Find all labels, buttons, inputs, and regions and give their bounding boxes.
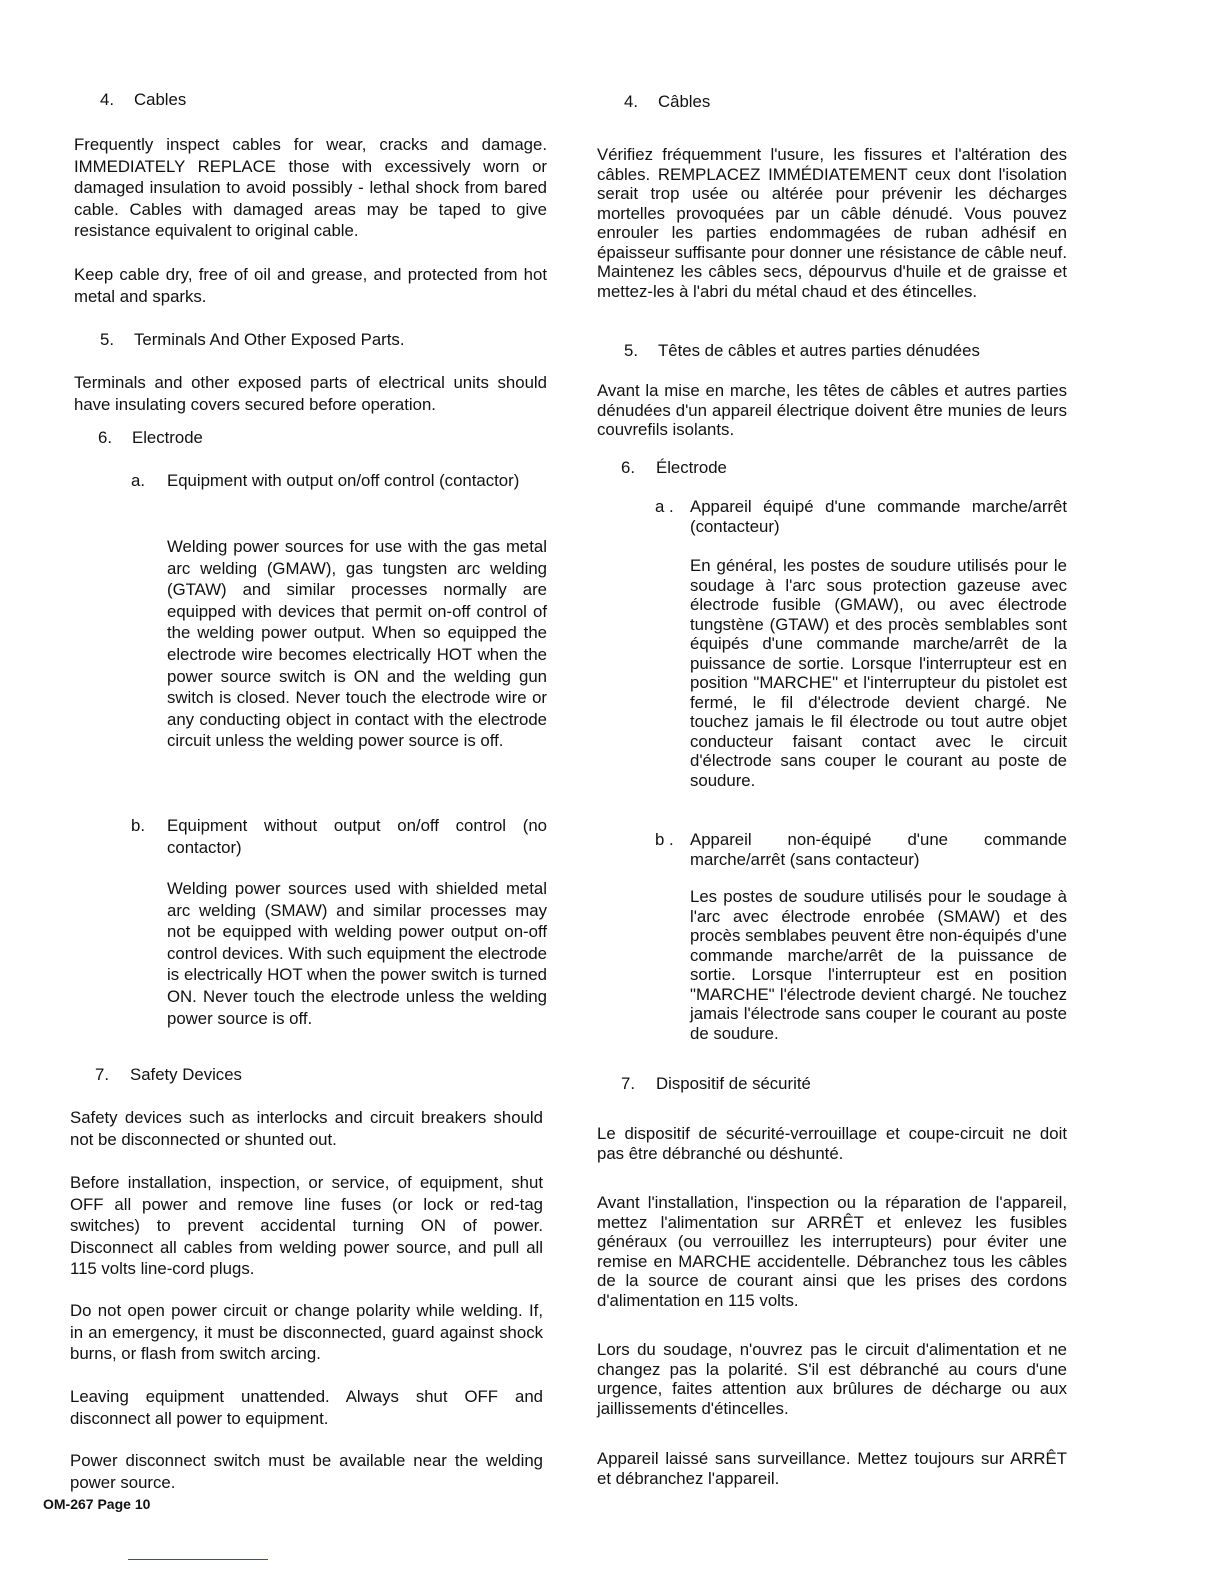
item-a-heading-fr: a . Appareil équipé d'une commande marche/arrêt (contacteur)	[655, 497, 1067, 536]
section-4-heading-fr: 4. Câbles	[624, 92, 711, 111]
section-6-heading-fr: 6. Électrode	[621, 458, 727, 477]
item-b-heading: b. Equipment without output on/off control (no contactor)	[131, 816, 547, 857]
section-7-paragraph-3-fr: Lors du soudage, n'ouvrez pas le circuit d'alimentation et ne changez pas la polarité. S'il est débranché au cours d'une urgence, faites attention aux brûlures de décharge ou aux jaillissements d'étincelles.	[597, 1340, 1067, 1418]
section-7-paragraph-1-fr: Le dispositif de sécurité-verrouillage et coupe-circuit ne doit pas être débranché ou déshunté.	[597, 1124, 1067, 1163]
section-7-paragraph-4: Leaving equipment unattended. Always shut OFF and disconnect all power to equipment.	[70, 1387, 543, 1428]
section-7-heading-fr: 7. Dispositif de sécurité	[621, 1074, 811, 1093]
section-6-heading: 6. Electrode	[98, 428, 203, 447]
section-7-paragraph-3: Do not open power circuit or change polarity while welding. If, in an emergency, it must be disconnected, guard against shock burns, or flash from switch arcing.	[70, 1301, 543, 1364]
item-a-body-fr: En général, les postes de soudure utilisés pour le soudage à l'arc sous protection gazeuse avec électrode fusible (GMAW), ou avec électrode tungstène (GTAW) et des procès semblables sont équipés d'une commande marche/arrêt de la puissance de sortie. Lorsque l'interrupteur est en position "MARCHE" et l'interrupteur du pistolet est fermé, le fil d'électrode devient chargé. Ne touchez jamais le fil électrode ou tout autre objet conducteur faisant contact avec le circuit d'électrode sans couper le courant au poste de soudure.	[690, 556, 1067, 790]
section-5-paragraph-fr: Avant la mise en marche, les têtes de câbles et autres parties dénudées d'un appareil électrique doivent être munies de leurs couvrefils isolants.	[597, 381, 1067, 439]
item-b-body-fr: Les postes de soudure utilisés pour le soudage à l'arc avec électrode enrobée (SMAW) et des procès semblabes peuvent être non-équipés d'une commande marche/arrêt de la puissance de sortie. Lorsque l'interrupteur est en position "MARCHE" l'électrode devient chargé. Ne touchez jamais l'électrode sans couper le courant au poste de soudure.	[690, 887, 1067, 1043]
section-7-paragraph-4-fr: Appareil laissé sans surveillance. Mettez toujours sur ARRÊT et débranchez l'appareil.	[597, 1449, 1067, 1488]
section-7-paragraph-1: Safety devices such as interlocks and circuit breakers should not be disconnected or shunted out.	[70, 1108, 543, 1149]
footer-rule	[128, 1559, 268, 1560]
section-7-paragraph-2: Before installation, inspection, or service, of equipment, shut OFF all power and remove line fuses (or lock or red-tag switches) to prevent accidental turning ON of power. Disconnect all cables from welding power source, and pull all 115 volts line-cord plugs.	[70, 1173, 543, 1279]
item-a-body: Welding power sources for use with the gas metal arc welding (GMAW), gas tungsten arc welding (GTAW) and similar processes normally are equipped with devices that permit on-off control of the welding power output. When so equipped the electrode wire becomes electrically HOT when the power source switch is ON and the welding gun switch is closed. Never touch the electrode wire or any conducting object in contact with the electrode circuit unless the welding power source is off.	[167, 537, 547, 751]
section-7-paragraph-2-fr: Avant l'installation, l'inspection ou la réparation de l'appareil, mettez l'alimentation sur ARRÊT et enlevez les fusibles généraux (ou verrouillez les interrupteurs) pour éviter une remise en MARCHE accidentelle. Débranchez tous les câbles de la source de courant ainsi que les prises des cordons d'alimentation en 115 volts.	[597, 1193, 1067, 1310]
section-7-paragraph-5: Power disconnect switch must be available near the welding power source.	[70, 1451, 543, 1492]
section-4-heading: 4. Cables	[100, 90, 187, 109]
section-7-heading: 7. Safety Devices	[95, 1065, 242, 1084]
section-4-paragraph-2: Keep cable dry, free of oil and grease, and protected from hot metal and sparks.	[74, 265, 547, 306]
section-4-paragraph-1: Frequently inspect cables for wear, cracks and damage. IMMEDIATELY REPLACE those with excessively worn or damaged insulation to avoid possibly - lethal shock from bared cable. Cables with damaged areas may be taped to give resistance equivalent to original cable.	[74, 135, 547, 241]
section-5-heading: 5. Terminals And Other Exposed Parts.	[100, 330, 405, 349]
section-5-paragraph: Terminals and other exposed parts of electrical units should have insulating covers secured before operation.	[74, 373, 547, 414]
section-5-heading-fr: 5. Têtes de câbles et autres parties dénudées	[624, 341, 980, 360]
item-b-body: Welding power sources used with shielded metal arc welding (SMAW) and similar processes may not be equipped with welding power output on-off control devices. With such equipment the electrode is electrically HOT when the power switch is turned ON. Never touch the electrode unless the welding power source is off.	[167, 879, 547, 1028]
page-footer: OM-267 Page 10	[43, 1496, 151, 1512]
item-a-heading: a. Equipment with output on/off control (contactor)	[131, 471, 520, 490]
item-b-heading-fr: b . Appareil non-équipé d'une commande marche/arrêt (sans contacteur)	[655, 830, 1067, 869]
section-4-paragraph-fr: Vérifiez fréquemment l'usure, les fissures et l'altération des câbles. REMPLACEZ IMMÉDIATEMENT ceux dont l'isolation serait trop usée ou altérée pour prévenir les décharges mortelles provoquées par un câble dénudé. Vous pouvez enrouler les parties endommagées de ruban adhésif en épaisseur suffisante pour donner une résistance de câble neuf. Maintenez les câbles secs, dépourvus d'huile et de graisse et mettez-les à l'abri du métal chaud et des étincelles.	[597, 145, 1067, 301]
